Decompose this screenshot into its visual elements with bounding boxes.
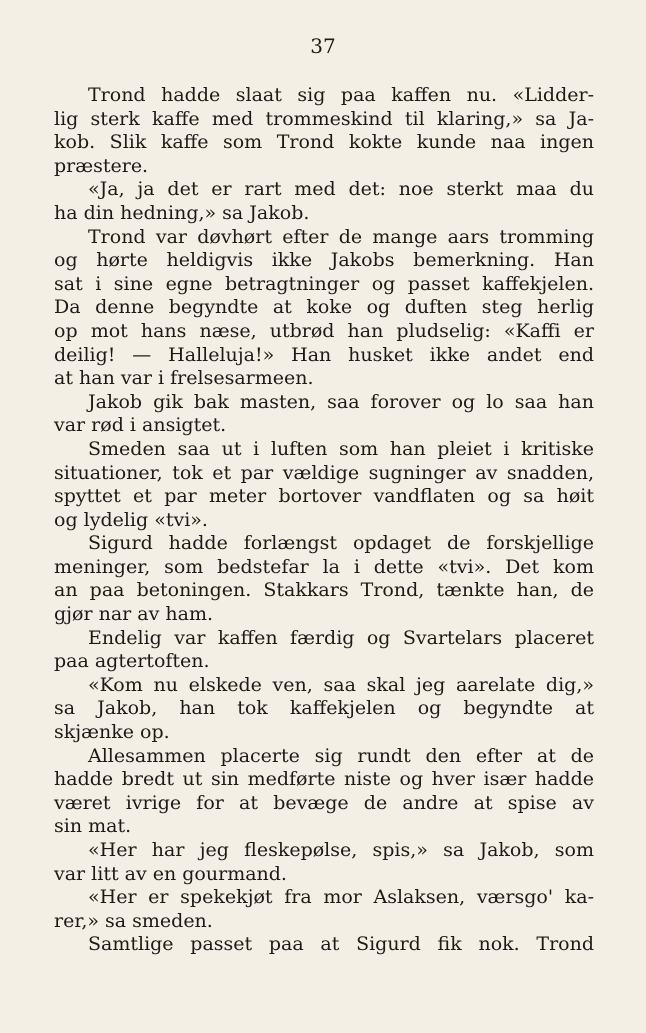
text-line: ha din hedning,» sa Jakob. (54, 201, 310, 224)
text-line: Endelig var kaffen færdig og Svartelars placeret (88, 626, 594, 649)
text-line: skjænke op. (54, 721, 170, 744)
text-line: Allesammen placerte sig rundt den efter at de (88, 744, 594, 767)
text-line: var rød i ansigtet. (54, 414, 227, 437)
text-line: og hørte heldigvis ikke Jakobs bemerkning. Han (54, 249, 594, 272)
text-line: og lydelig «tvi». (54, 508, 208, 531)
text-line: sin mat. (54, 815, 132, 838)
text-line: Trond hadde slaat sig paa kaffen nu. «Lidder- (88, 84, 594, 106)
text-line: Jakob gik bak masten, saa forover og lo saa han (88, 390, 594, 413)
text-line: situationer, tok et par vældige sugninger av snadden, (54, 461, 594, 484)
text-line: gjør nar av ham. (54, 603, 214, 626)
body-text (54, 84, 594, 957)
text-line: Sigurd hadde forlængst opdaget de forskjellige (88, 532, 594, 555)
page-number: 37 (310, 34, 336, 58)
text-line: var litt av en gourmand. (54, 862, 287, 885)
text-line: præstere. (54, 154, 149, 177)
text-line: op mot hans næse, utbrød han pludselig: «Kaffi er (54, 319, 594, 342)
text-line: «Her har jeg fleskepølse, spis,» sa Jakob, som (88, 839, 594, 861)
text-line: Smeden saa ut i luften som han pleiet i kritiske (88, 437, 594, 460)
text-line: deilig! — Halleluja!» Han husket ikke andet end (54, 343, 594, 366)
text-line: paa agtertoften. (54, 650, 210, 673)
text-line: an paa betoningen. Stakkars Trond, tænkte han, de (54, 579, 594, 602)
text-line: «Her er spekekjøt fra mor Aslaksen, værsgo' ka- (88, 886, 594, 909)
text-line: «Ja, ja det er rart med det: noe sterkt maa du (88, 178, 594, 201)
text-line: spyttet et par meter bortover vandflaten og sa høit (54, 485, 594, 508)
text-line: sat i sine egne betragtninger og passet kaffekjelen. (54, 272, 594, 295)
text-line: hadde bredt ut sin medførte niste og hver især hadde (54, 768, 594, 791)
text-line: at han var i frelsesarmeen. (54, 367, 314, 390)
text-line: lig sterk kaffe med trommeskind til klaring,» sa Ja- (54, 107, 594, 130)
text-line: været ivrige for at bevæge de andre at spise av (54, 791, 594, 814)
text-line: Samtlige passet paa at Sigurd fik nok. Trond (88, 933, 594, 956)
text-line: Trond var døvhørt efter de mange aars tromming (88, 225, 594, 248)
text-line: kob. Slik kaffe som Trond kokte kunde naa ingen (54, 131, 594, 154)
text-line: sa Jakob, han tok kaffekjelen og begyndte at (54, 697, 594, 720)
text-line: meninger, som bedstefar la i dette «tvi». Det kom (54, 555, 594, 578)
text-line: Da denne begyndte at koke og duften steg herlig (54, 296, 594, 319)
text-line: rer,» sa smeden. (54, 909, 213, 932)
text-line: «Kom nu elskede ven, saa skal jeg aarelate dig,» (88, 673, 594, 696)
